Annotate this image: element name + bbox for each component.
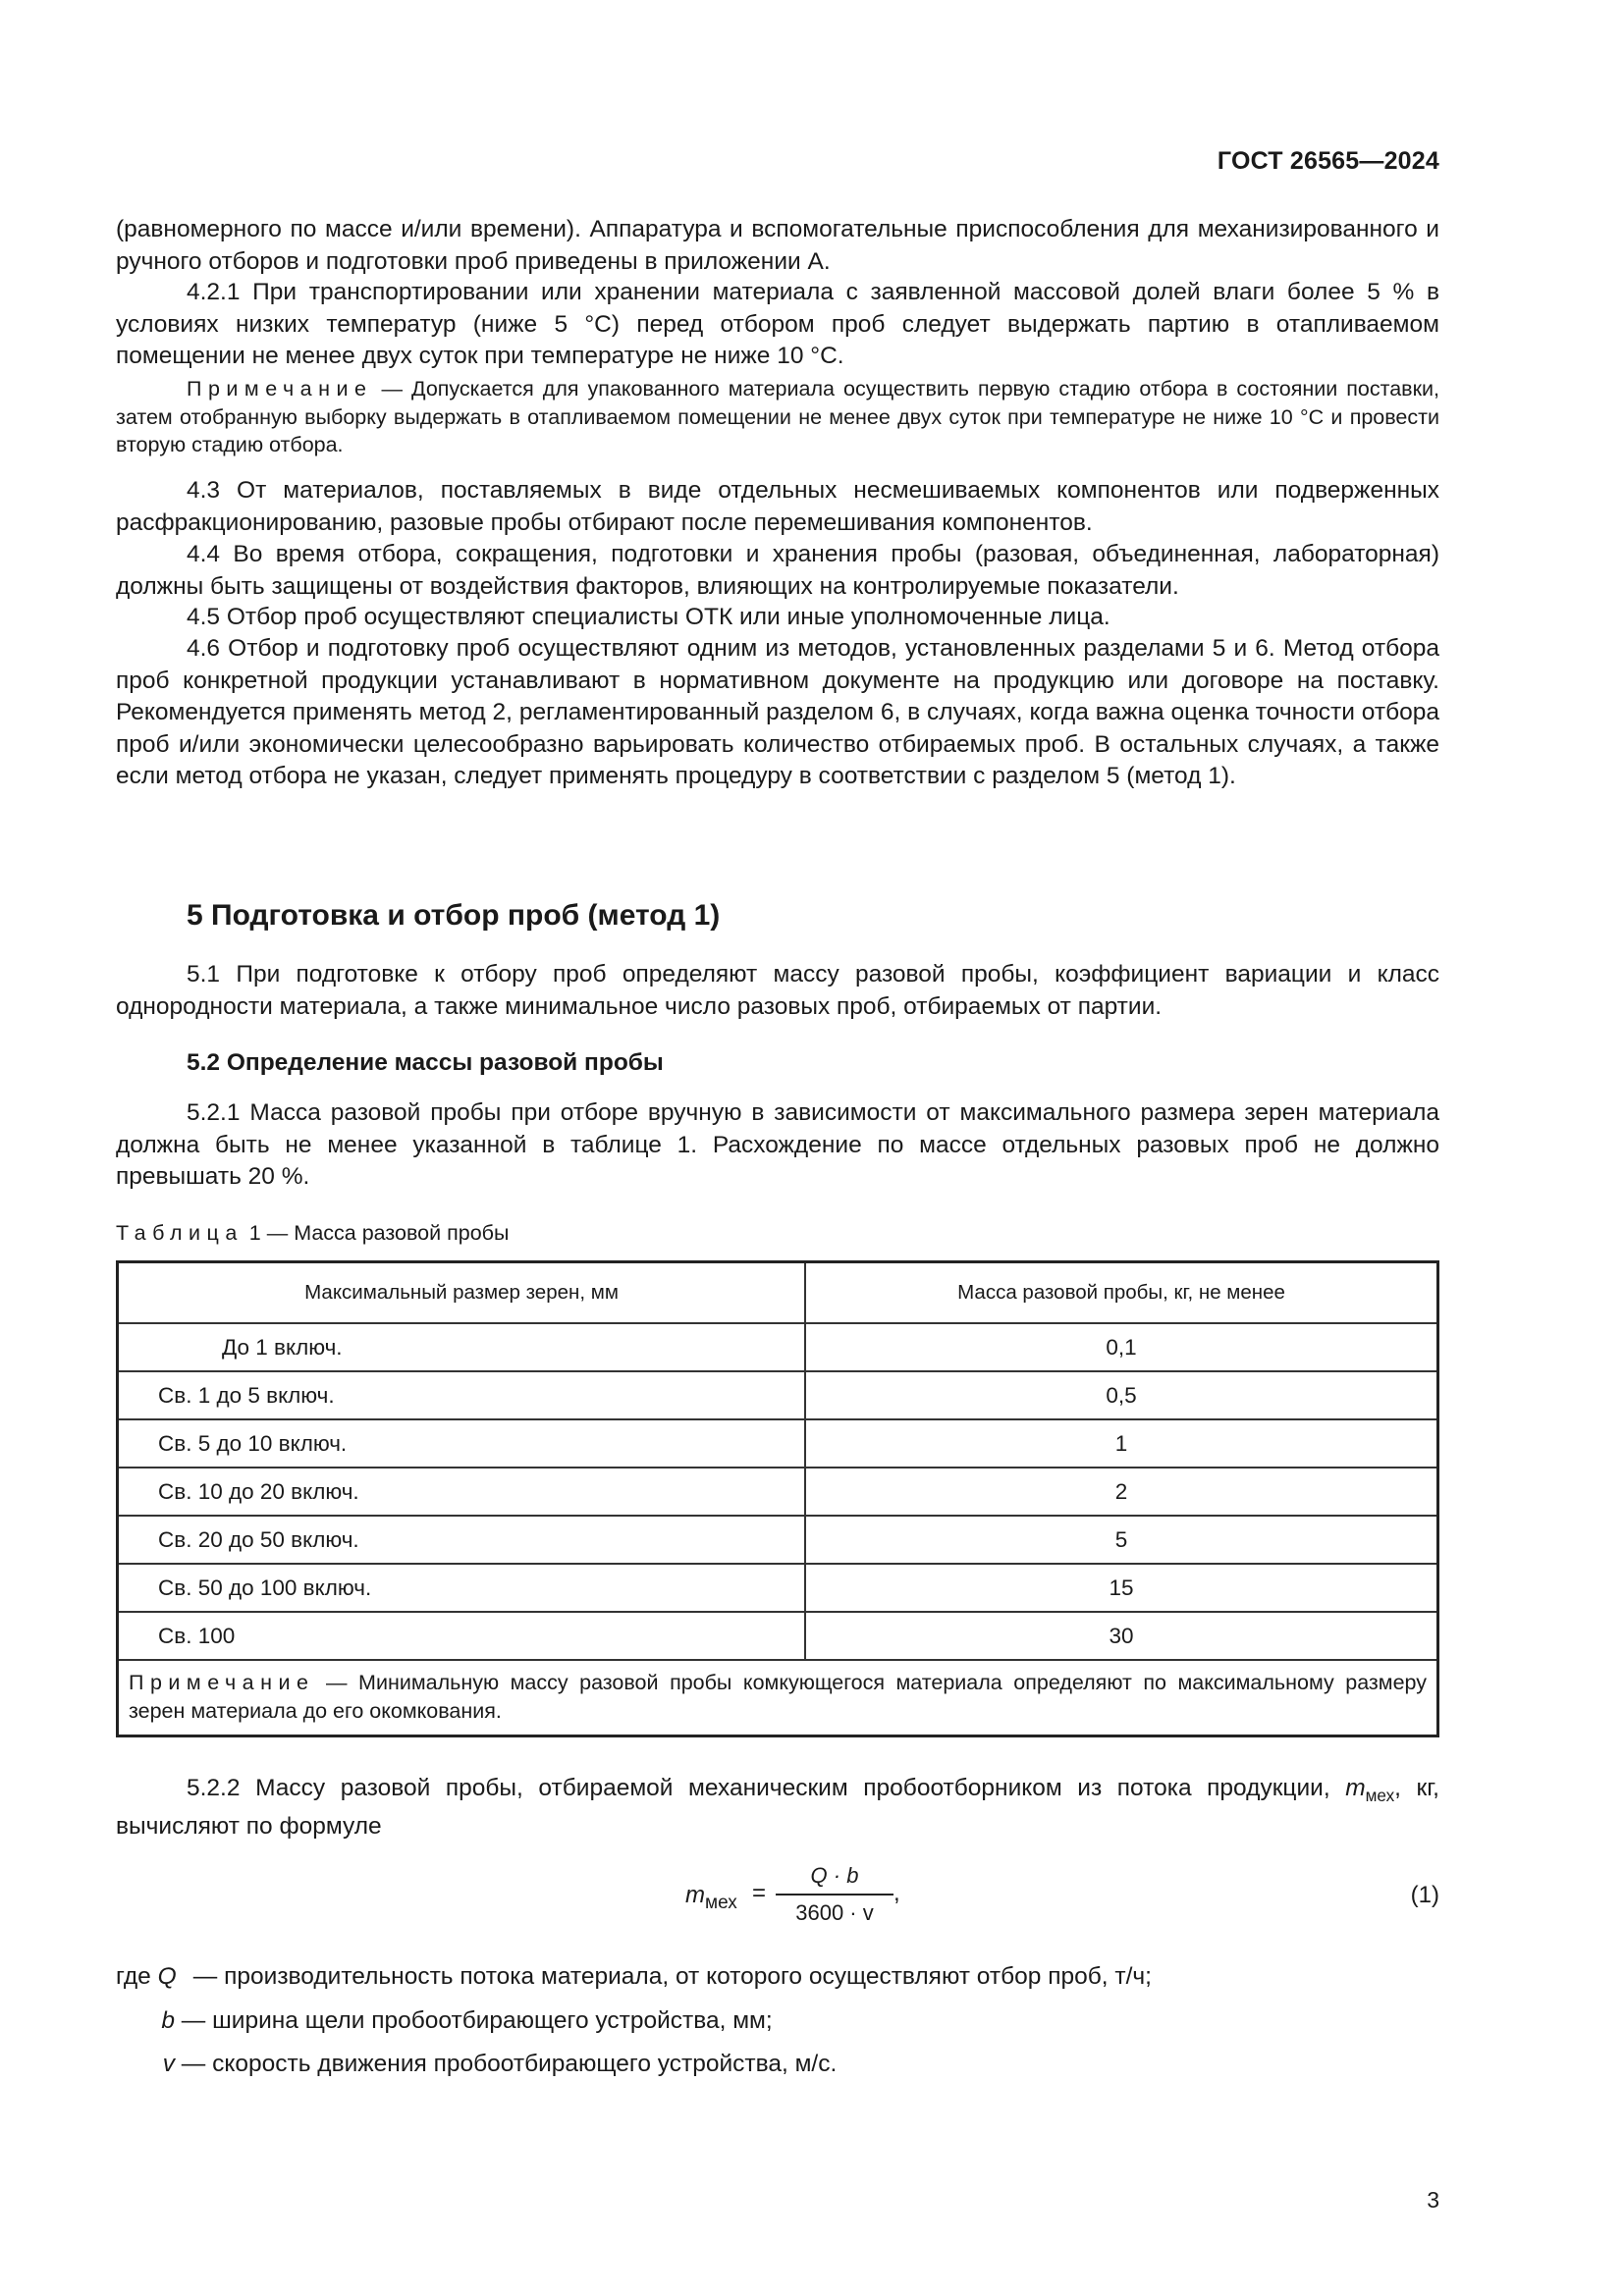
paragraph-4-4 xyxy=(116,539,1439,603)
table-note xyxy=(118,1660,1438,1736)
paragraph-text: 4.4 Во время отбора, сокращения, подготовки и хранения пробы (разовая, объединенная, лабораторная) должны быть защищены от воздействия факторов, влияющих на контролируемые показатели. xyxy=(116,541,1439,600)
mass-subscript: мех xyxy=(1365,1785,1395,1805)
formula-fraction xyxy=(776,1860,893,1929)
formula-equals: = xyxy=(752,1880,767,1906)
table-cell: 30 xyxy=(805,1612,1437,1660)
formula-denominator: 3600 · v xyxy=(795,1900,874,1925)
formula-var: m xyxy=(685,1882,705,1908)
formula-comma: , xyxy=(893,1880,900,1906)
table-row xyxy=(118,1419,1438,1468)
mass-table xyxy=(116,1260,1439,1737)
paragraph-part: , кг, вычисляют по формуле xyxy=(116,1775,1439,1841)
formula-sub: мех xyxy=(705,1892,737,1913)
table-row xyxy=(118,1468,1438,1516)
column-header: Максимальный размер зерен, мм xyxy=(118,1262,806,1324)
table-1 xyxy=(116,1260,1439,1737)
note-body: — Допускается для упакованного материала осуществить первую стадию отбора в состоянии поставки, затем отобранную выборку выдержать в отапливаемом помещении не менее двух суток при температуре не ниже 10 °C и провести вторую стадию отбора. xyxy=(116,377,1439,456)
table-caption-label: Таблица xyxy=(116,1221,244,1245)
where-prefix-box xyxy=(116,2005,175,2037)
table-1-caption xyxy=(116,1219,1439,1247)
table-row xyxy=(118,1516,1438,1564)
document-code: ГОСТ 26565—2024 xyxy=(1217,147,1439,175)
where-text: — скорость движения пробоотбирающего устройства, м/с. xyxy=(175,2051,838,2077)
table-header-row xyxy=(118,1262,1438,1324)
table-caption-title: 1 — Масса разовой пробы xyxy=(243,1221,510,1245)
paragraph-5-1 xyxy=(116,959,1439,1023)
paragraph-5-2-2 xyxy=(116,1773,1439,1843)
table-row xyxy=(118,1612,1438,1660)
where-prefix-box xyxy=(116,1961,187,1993)
paragraph-text: 4.6 Отбор и подготовку проб осуществляют одним из методов, установленных разделами 5 и 6. Метод отбора проб конкретной продукции устанавливают в нормативном документе на продукцию или договоре на поставку. Рекомендуется применять метод 2, регламентированный разделом 6, в случаях, когда важна оценка точности отбора проб и/или экономически целесообразно варьировать количество отбираемых проб. В остальных случаях, а также если метод отбора не указан, следует применять процедуру в соответствии с разделом 5 (метод 1). xyxy=(116,635,1439,789)
section-5-2-heading: 5.2 Определение массы разовой пробы xyxy=(187,1049,664,1076)
page-number: 3 xyxy=(1427,2187,1439,2213)
table-cell: 5 xyxy=(805,1516,1437,1564)
formula-numerator: Q · b xyxy=(810,1863,859,1888)
where-prefix: где xyxy=(116,1963,151,1990)
table-cell: 0,5 xyxy=(805,1371,1437,1419)
table-row xyxy=(118,1564,1438,1612)
paragraph-text xyxy=(116,1773,1439,1843)
table-cell: Св. 20 до 50 включ. xyxy=(118,1516,806,1564)
paragraph-4-2-1 xyxy=(116,277,1439,373)
table-caption-text xyxy=(116,1219,1439,1247)
table-cell: 15 xyxy=(805,1564,1437,1612)
table-cell: Св. 50 до 100 включ. xyxy=(118,1564,806,1612)
table-cell: 2 xyxy=(805,1468,1437,1516)
table-cell: 0,1 xyxy=(805,1323,1437,1371)
fraction-bar xyxy=(776,1894,893,1896)
note-4-2-1 xyxy=(116,375,1439,459)
paragraph-4-5 xyxy=(116,602,1439,634)
mass-symbol: m xyxy=(1345,1775,1366,1801)
formula-number: (1) xyxy=(1410,1882,1439,1908)
note-label: Примечание xyxy=(187,377,373,400)
paragraph-text: 4.2.1 При транспортировании или хранении материала с заявленной массовой долей влаги более 5 % в условиях низких температур (ниже 5 °C) перед отбором проб следует выдержать партию в отапливаемом помещении не менее двух суток при температуре не ниже 10 °C. xyxy=(116,279,1439,369)
table-cell: Св. 5 до 10 включ. xyxy=(118,1419,806,1468)
where-text: — ширина щели пробоотбирающего устройства, мм; xyxy=(175,2007,773,2034)
paragraph-4-3 xyxy=(116,475,1439,539)
section-5-2-heading-block xyxy=(116,1047,1439,1079)
section-5-heading-block xyxy=(116,896,1439,935)
table-cell: Св. 1 до 5 включ. xyxy=(118,1371,806,1419)
column-header: Масса разовой пробы, кг, не менее xyxy=(805,1262,1437,1324)
where-row xyxy=(116,1961,1152,1993)
where-symbol: Q xyxy=(157,1963,177,1990)
table-note-text: — Минимальную массу разовой пробы комкующегося материала определяют по максимальному размеру зерен материала до его окомкования. xyxy=(129,1671,1427,1723)
where-row xyxy=(116,2005,773,2037)
paragraph-text: 4.5 Отбор проб осуществляют специалисты ОТК или иные уполномоченные лица. xyxy=(187,604,1110,630)
formula-1 xyxy=(116,1860,1439,1939)
table-cell: Св. 10 до 20 включ. xyxy=(118,1468,806,1516)
table-note-label: Примечание xyxy=(129,1671,315,1694)
intro-paragraph xyxy=(116,214,1439,278)
table-note-row xyxy=(118,1660,1438,1736)
where-prefix-box xyxy=(116,2049,175,2080)
paragraph-text: 5.2.1 Масса разовой пробы при отборе вручную в зависимости от максимального размера зерен материала должна быть не менее указанной в таблице 1. Расхождение по массе отдельных разовых проб не должно превышать 20 %. xyxy=(116,1099,1439,1190)
where-row xyxy=(116,2049,837,2080)
formula-lhs xyxy=(685,1882,737,1914)
note-text xyxy=(116,375,1439,459)
table-cell: 1 xyxy=(805,1419,1437,1468)
where-symbol: v xyxy=(162,2051,175,2077)
paragraph-5-2-1 xyxy=(116,1097,1439,1194)
section-5-heading: 5 Подготовка и отбор проб (метод 1) xyxy=(187,899,721,932)
paragraph-text: 4.3 От материалов, поставляемых в виде отдельных несмешиваемых компонентов или подверженных расфракционированию, разовые пробы отбирают после перемешивания компонентов. xyxy=(116,477,1439,536)
table-cell: Св. 100 xyxy=(118,1612,806,1660)
table-cell: До 1 включ. xyxy=(118,1323,806,1371)
intro-text: (равномерного по массе и/или времени). Аппаратура и вспомогательные приспособления для механизированного и ручного отборов и подготовки проб приведены в приложении А. xyxy=(116,216,1439,275)
where-symbol: b xyxy=(161,2007,175,2034)
paragraph-4-6 xyxy=(116,633,1439,793)
table-row xyxy=(118,1371,1438,1419)
where-text: — производительность потока материала, от которого осуществляют отбор проб, т/ч; xyxy=(187,1963,1152,1990)
paragraph-part: 5.2.2 Массу разовой пробы, отбираемой механическим пробоотборником из потока продукции, xyxy=(187,1775,1330,1801)
paragraph-text: 5.1 При подготовке к отбору проб определяют массу разовой пробы, коэффициент вариации и класс однородности материала, а также минимальное число разовых проб, отбираемых от партии. xyxy=(116,961,1439,1020)
table-row xyxy=(118,1323,1438,1371)
